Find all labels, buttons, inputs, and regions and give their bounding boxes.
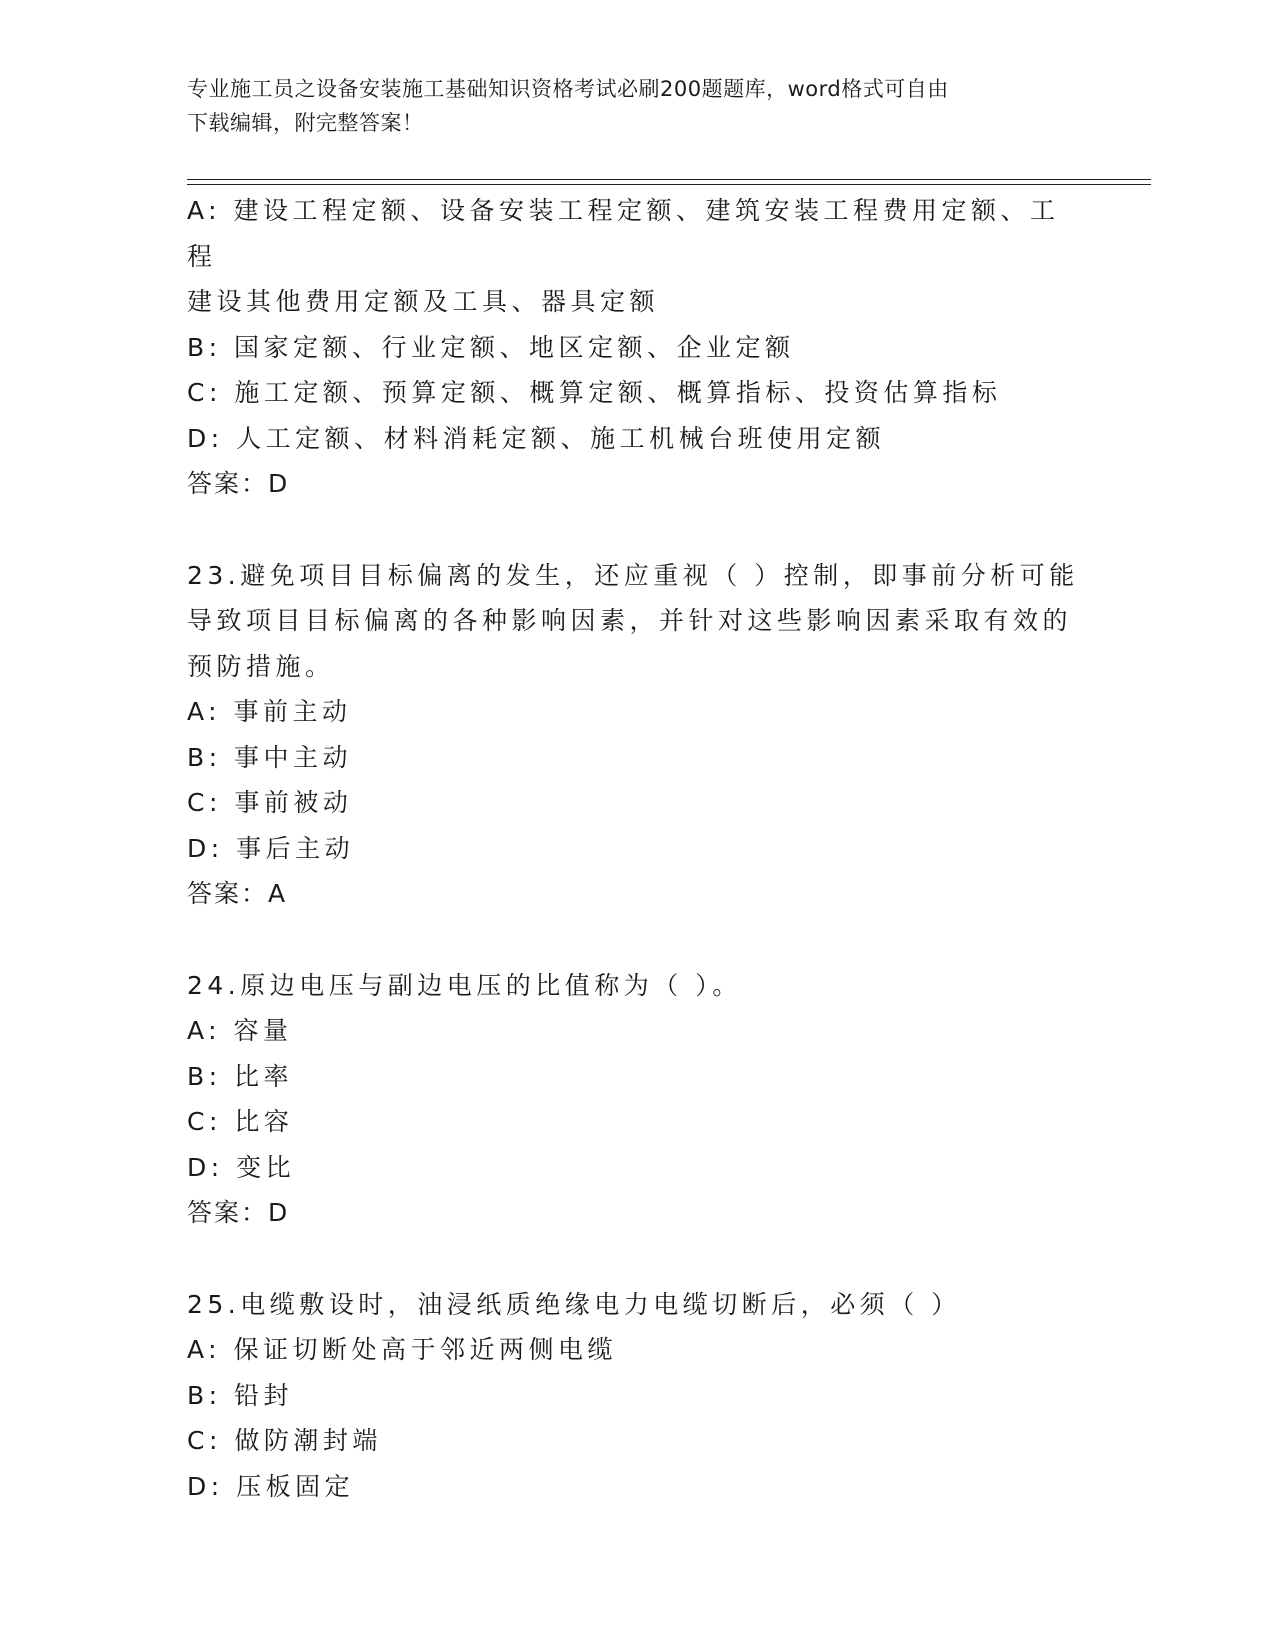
q23-stem-line-2: 导致项目目标偏离的各种影响因素，并针对这些影响因素采取有效的 <box>187 606 1073 635</box>
question-spacer <box>187 917 1087 963</box>
q22-answer: 答案：D <box>187 469 290 498</box>
document-header <box>187 72 1087 140</box>
question-22-block <box>187 188 1087 507</box>
q22-option-d: D: 人工定额、材料消耗定额、施工机械台班使用定额 <box>187 423 886 453</box>
question-spacer <box>187 507 1087 553</box>
q23-option-d: D: 事后主动 <box>187 833 355 863</box>
q25-stem: 25.电缆敷设时，油浸纸质绝缘电力电缆切断后，必须（ ） <box>187 1289 961 1319</box>
q23-stem-line-1: 23.避免项目目标偏离的发生，还应重视（ ）控制，即事前分析可能 <box>187 560 1079 590</box>
q23-answer: 答案：A <box>187 879 288 908</box>
q22-option-b: B: 国家定额、行业定额、地区定额、企业定额 <box>187 332 795 362</box>
q24-option-b: B: 比率 <box>187 1061 294 1091</box>
header-line-2: 下载编辑，附完整答案！ <box>187 111 424 135</box>
q23-option-b: B: 事中主动 <box>187 742 353 772</box>
q23-option-c: C: 事前被动 <box>187 788 353 817</box>
q24-stem: 24.原边电压与副边电压的比值称为（ ）。 <box>187 970 742 1000</box>
q23-stem-line-3: 预防措施。 <box>187 651 335 681</box>
q25-option-b: B: 铅封 <box>187 1380 294 1410</box>
q24-option-c: C: 比容 <box>187 1107 294 1136</box>
header-line-1: 专业施工员之设备安装施工基础知识资格考试必刷200题题库，word格式可自由 <box>187 77 949 101</box>
question-24-block <box>187 963 1087 1236</box>
q25-option-d: D: 压板固定 <box>187 1471 355 1501</box>
q22-option-a-line-1: A: 建设工程定额、设备安装工程定额、建筑安装工程费用定额、工程 <box>187 196 1060 271</box>
header-divider-top <box>187 179 1151 180</box>
q25-option-c: C: 做防潮封端 <box>187 1426 382 1455</box>
question-spacer <box>187 1236 1087 1282</box>
q24-answer: 答案：D <box>187 1198 290 1227</box>
header-divider-bottom <box>187 184 1151 185</box>
q25-option-a: A: 保证切断处高于邻近两侧电缆 <box>187 1335 618 1364</box>
question-25-block <box>187 1282 1087 1510</box>
question-23-block <box>187 553 1087 917</box>
q23-option-a: A: 事前主动 <box>187 697 352 726</box>
question-content <box>187 188 1087 1509</box>
q24-option-a: A: 容量 <box>187 1016 293 1045</box>
q24-option-d: D: 变比 <box>187 1152 296 1182</box>
q22-option-a-line-2: 建设其他费用定额及工具、器具定额 <box>187 287 660 316</box>
q22-option-c: C: 施工定额、预算定额、概算定额、概算指标、投资估算指标 <box>187 378 1002 407</box>
